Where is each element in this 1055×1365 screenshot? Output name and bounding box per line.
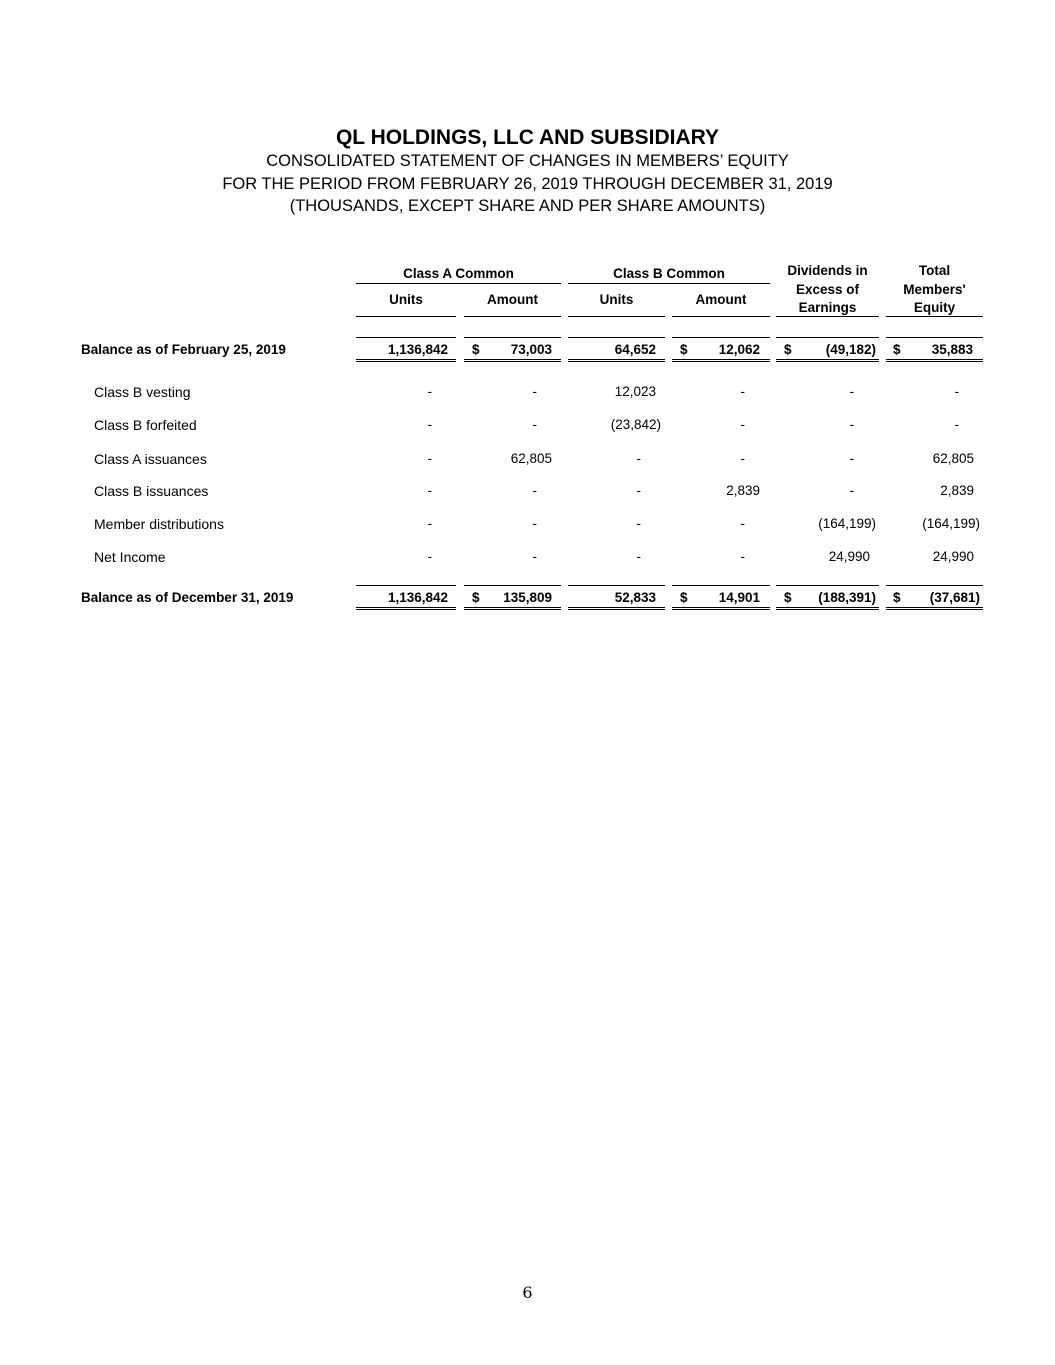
cell-a-units: -	[427, 451, 432, 466]
subtotal-rule	[464, 585, 561, 586]
row-label: Class B issuances	[94, 483, 209, 499]
cell-total: 2,839	[940, 483, 974, 498]
cell-dividends: -	[849, 451, 854, 466]
balance-start-b-units: 64,652	[614, 342, 656, 357]
cell-a-units: -	[427, 483, 432, 498]
cell-b-amount: -	[740, 384, 745, 399]
double-rule	[568, 607, 665, 610]
balance-start-label: Balance as of February 25, 2019	[81, 342, 286, 357]
header-class-a: Class A Common	[403, 266, 514, 281]
column-underline	[568, 316, 665, 317]
currency-symbol: $	[784, 342, 792, 357]
row-label: Member distributions	[94, 516, 224, 532]
double-rule	[464, 607, 561, 610]
cell-b-amount: -	[740, 451, 745, 466]
balance-end-label: Balance as of December 31, 2019	[81, 590, 294, 605]
cell-a-units: -	[427, 549, 432, 564]
subtotal-rule	[886, 337, 983, 338]
cell-a-amount: -	[532, 483, 537, 498]
header-total-2: Members'	[903, 282, 966, 297]
cell-b-units: -	[636, 549, 641, 564]
balance-start-dividends: (49,182)	[825, 342, 876, 357]
subtotal-rule	[356, 337, 456, 338]
balance-start-total: 35,883	[931, 342, 973, 357]
cell-dividends: -	[849, 384, 854, 399]
cell-total: (164,199)	[922, 516, 980, 531]
header-dividends-2: Excess of	[795, 282, 860, 297]
column-underline	[672, 316, 770, 317]
balance-end-dividends: (188,391)	[818, 590, 876, 605]
subtotal-rule	[776, 337, 879, 338]
column-underline	[356, 316, 456, 317]
currency-symbol: $	[784, 590, 792, 605]
company-name: QL HOLDINGS, LLC AND SUBSIDIARY	[335, 126, 720, 149]
subtotal-rule	[464, 337, 561, 338]
balance-start-b-amount: 12,062	[718, 342, 760, 357]
cell-dividends: -	[849, 483, 854, 498]
page-number: 6	[522, 1283, 533, 1302]
cell-a-units: -	[427, 417, 432, 432]
currency-symbol: $	[472, 342, 480, 357]
cell-a-units: -	[427, 516, 432, 531]
double-rule	[776, 607, 879, 610]
subtotal-rule	[356, 585, 456, 586]
cell-b-units: -	[636, 483, 641, 498]
currency-symbol: $	[680, 590, 688, 605]
currency-symbol: $	[893, 342, 901, 357]
column-underline	[776, 316, 879, 317]
row-label: Class B forfeited	[94, 417, 197, 433]
header-a-amount: Amount	[487, 292, 538, 307]
cell-b-amount: -	[740, 549, 745, 564]
balance-start-a-units: 1,136,842	[387, 342, 448, 357]
double-rule	[464, 359, 561, 362]
header-a-units: Units	[389, 292, 423, 307]
double-rule	[886, 607, 983, 610]
double-rule	[672, 607, 770, 610]
balance-start-a-amount: 73,003	[510, 342, 552, 357]
row-label: Class B vesting	[94, 384, 191, 400]
cell-dividends: -	[849, 417, 854, 432]
cell-total: 62,805	[932, 451, 974, 466]
units-note: (THOUSANDS, EXCEPT SHARE AND PER SHARE AMOUNTS)	[289, 197, 766, 215]
double-rule	[776, 359, 879, 362]
cell-b-units: -	[636, 451, 641, 466]
cell-b-amount: 2,839	[726, 483, 760, 498]
double-rule	[886, 359, 983, 362]
cell-total: -	[954, 417, 959, 432]
header-dividends-1: Dividends in	[787, 263, 868, 278]
currency-symbol: $	[893, 590, 901, 605]
cell-b-units: 12,023	[614, 384, 656, 399]
double-rule	[672, 359, 770, 362]
header-total-1: Total	[918, 263, 951, 278]
statement-title: CONSOLIDATED STATEMENT OF CHANGES IN MEMBERS’ EQUITY	[266, 152, 789, 170]
cell-a-amount: -	[532, 516, 537, 531]
double-rule	[356, 607, 456, 610]
cell-a-amount: -	[532, 384, 537, 399]
cell-a-units: -	[427, 384, 432, 399]
subtotal-rule	[568, 337, 665, 338]
row-label: Net Income	[94, 549, 166, 565]
cell-dividends: (164,199)	[818, 516, 876, 531]
cell-b-units: -	[636, 516, 641, 531]
header-class-b: Class B Common	[613, 266, 725, 281]
cell-total: -	[954, 384, 959, 399]
balance-end-a-amount: 135,809	[503, 590, 552, 605]
subtotal-rule	[672, 585, 770, 586]
header-dividends-3: Earnings	[798, 300, 857, 315]
cell-b-amount: -	[740, 417, 745, 432]
header-b-amount: Amount	[695, 292, 747, 307]
balance-end-total: (37,681)	[929, 590, 980, 605]
header-divider	[356, 283, 561, 284]
header-total-3: Equity	[913, 300, 956, 315]
column-underline	[464, 316, 561, 317]
balance-end-b-units: 52,833	[614, 590, 656, 605]
subtotal-rule	[568, 585, 665, 586]
row-label: Class A issuances	[94, 451, 207, 467]
currency-symbol: $	[680, 342, 688, 357]
balance-end-a-units: 1,136,842	[387, 590, 448, 605]
cell-dividends: 24,990	[828, 549, 870, 564]
subtotal-rule	[672, 337, 770, 338]
cell-a-amount: 62,805	[510, 451, 552, 466]
cell-a-amount: -	[532, 417, 537, 432]
cell-total: 24,990	[932, 549, 974, 564]
cell-b-amount: -	[740, 516, 745, 531]
currency-symbol: $	[472, 590, 480, 605]
subtotal-rule	[886, 585, 983, 586]
double-rule	[356, 359, 456, 362]
subtotal-rule	[776, 585, 879, 586]
statement-period: FOR THE PERIOD FROM FEBRUARY 26, 2019 THROUGH DECEMBER 31, 2019	[222, 175, 833, 193]
balance-end-b-amount: 14,901	[718, 590, 760, 605]
cell-a-amount: -	[532, 549, 537, 564]
double-rule	[568, 359, 665, 362]
cell-b-units: (23,842)	[610, 417, 661, 432]
header-b-units: Units	[599, 292, 634, 307]
column-underline	[886, 316, 983, 317]
header-divider	[568, 283, 770, 284]
